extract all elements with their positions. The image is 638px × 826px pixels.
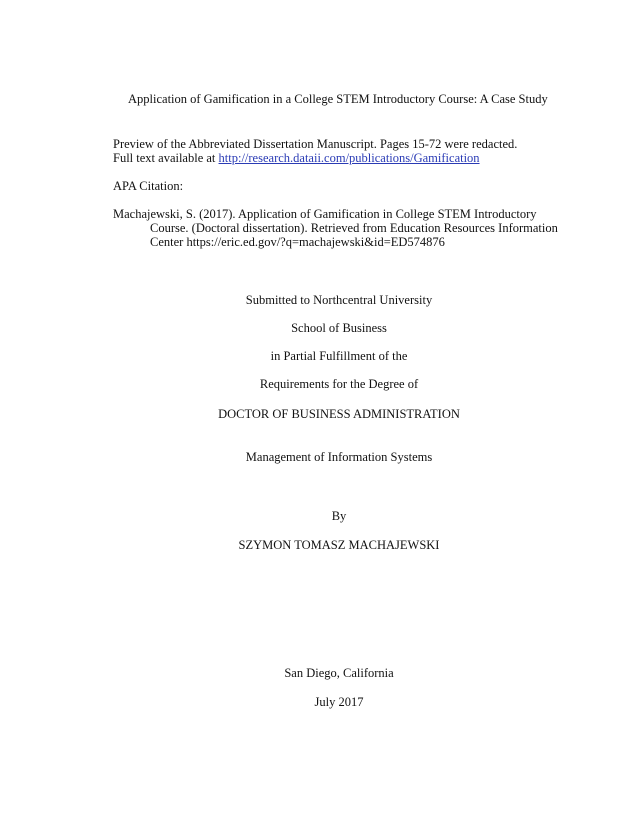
author-name: SZYMON TOMASZ MACHAJEWSKI: [238, 538, 440, 552]
submitted-to: Submitted to Northcentral University: [245, 293, 433, 307]
document-title: Application of Gamification in a College STEM Introductory Course: A Case Study: [128, 92, 548, 106]
fulltext-prefix: Full text available at: [113, 151, 219, 165]
apa-heading: APA Citation:: [113, 179, 184, 193]
location: San Diego, California: [284, 666, 394, 680]
citation-line-2: Course. (Doctoral dissertation). Retrieved from Education Resources Information: [150, 221, 558, 235]
degree-requirements: Requirements for the Degree of: [259, 377, 419, 391]
by-label: By: [331, 509, 347, 523]
school-name: School of Business: [291, 321, 387, 335]
fulltext-line: [113, 151, 480, 167]
preview-notice: Preview of the Abbreviated Dissertation Manuscript. Pages 15-72 were redacted.: [113, 137, 518, 151]
partial-fulfillment: in Partial Fulfillment of the: [270, 349, 408, 363]
degree-name: DOCTOR OF BUSINESS ADMINISTRATION: [218, 407, 460, 421]
date: July 2017: [314, 695, 364, 709]
fulltext-link[interactable]: http://research.dataii.com/publications/Gamification: [218, 151, 480, 165]
citation-line-1: Machajewski, S. (2017). Application of Gamification in College STEM Introductory: [113, 207, 537, 221]
specialization: Management of Information Systems: [245, 450, 433, 464]
citation-line-3: Center https://eric.ed.gov/?q=machajewski&id=ED574876: [150, 235, 445, 249]
